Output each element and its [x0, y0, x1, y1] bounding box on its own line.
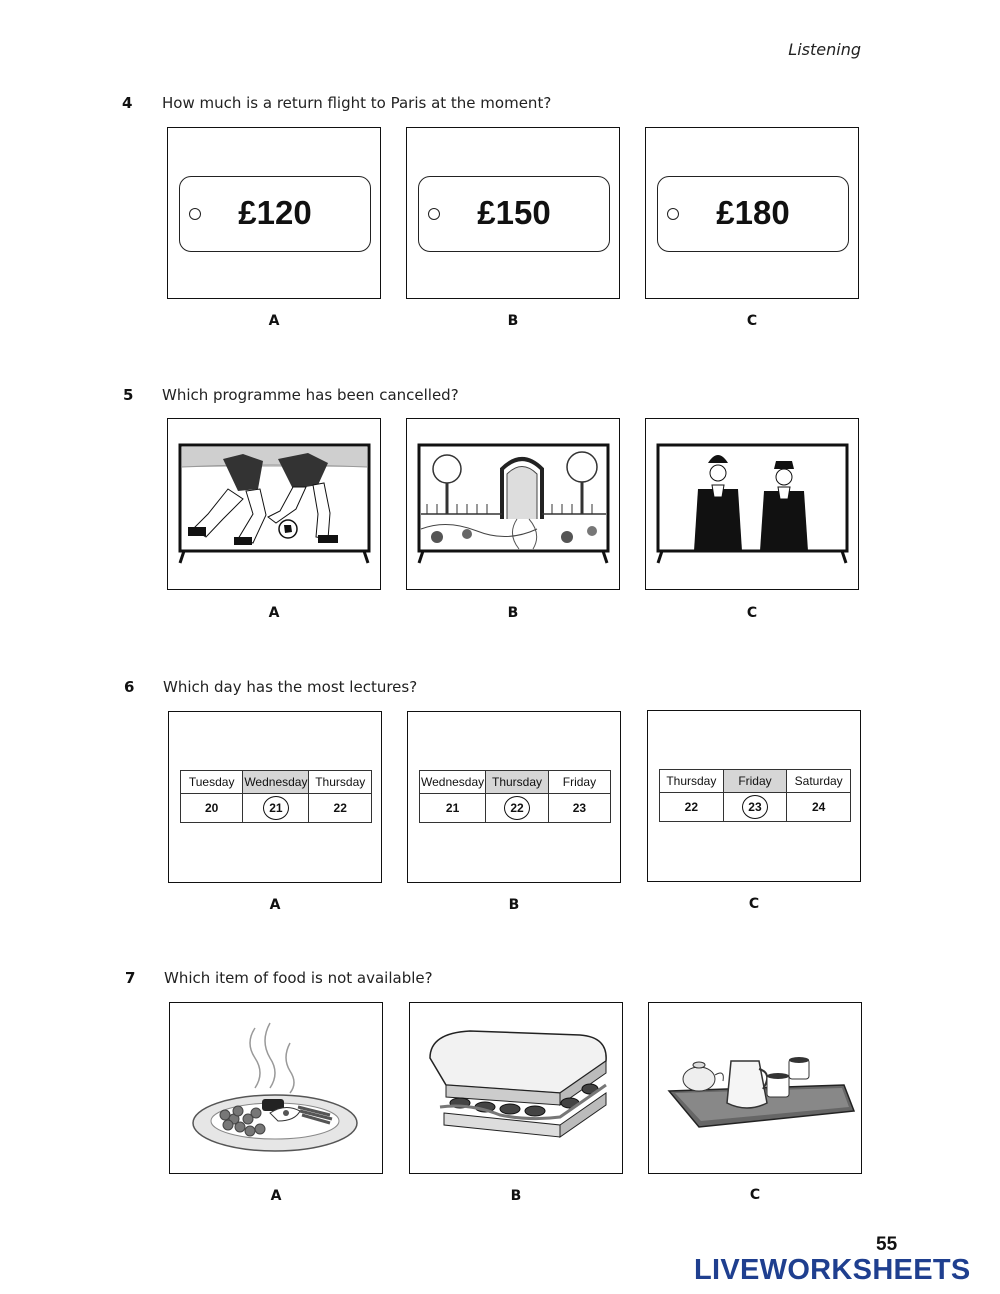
circled-date: 23: [742, 795, 768, 819]
q6-letter-c: C: [748, 896, 760, 912]
day-label: Thursday: [309, 771, 372, 794]
day-label: Friday: [548, 771, 610, 794]
q5-option-c-panel[interactable]: [645, 418, 859, 590]
question-6-number: 6: [124, 678, 135, 696]
q5-letter-b: B: [507, 605, 519, 621]
day-label: Tuesday: [181, 771, 243, 794]
q7-letter-a: A: [270, 1188, 282, 1204]
price-tag: [179, 176, 371, 252]
q7-option-c-panel[interactable]: [648, 1002, 862, 1174]
price-tag: [657, 176, 849, 252]
question-4-number: 4: [122, 94, 133, 112]
date-cell: 22: [660, 793, 724, 822]
day-label: Saturday: [787, 770, 851, 793]
q6-option-a-panel[interactable]: [168, 711, 382, 883]
football-tv-image: [168, 419, 379, 588]
day-label-highlighted: Friday: [723, 770, 787, 793]
date-cell: 21: [420, 794, 486, 823]
section-header: Listening: [788, 40, 861, 59]
circled-date: 21: [263, 796, 289, 820]
day-label-highlighted: Wednesday: [243, 771, 309, 794]
q4-option-a-panel[interactable]: [167, 127, 381, 299]
q4-letter-b: B: [507, 313, 519, 329]
q7-letter-c: C: [749, 1187, 761, 1203]
date-cell: 23: [548, 794, 610, 823]
q4-option-c-panel[interactable]: [645, 127, 859, 299]
price-tag: [418, 176, 610, 252]
q6-letter-b: B: [508, 897, 520, 913]
day-label: Thursday: [660, 770, 724, 793]
calendar-table: [180, 770, 372, 823]
question-5-number: 5: [123, 386, 134, 404]
hot-food-plate-image: [170, 1003, 381, 1172]
q4-letter-c: C: [746, 313, 758, 329]
q5-option-a-panel[interactable]: [167, 418, 381, 590]
tray-drinks-image: [649, 1003, 860, 1172]
calendar-table: [659, 769, 851, 822]
day-label-highlighted: Thursday: [486, 771, 549, 794]
sandwich-image: [410, 1003, 621, 1172]
price-value: £120: [238, 194, 312, 231]
q7-option-b-panel[interactable]: [409, 1002, 623, 1174]
q5-letter-c: C: [746, 605, 758, 621]
q6-option-b-panel[interactable]: [407, 711, 621, 883]
date-cell: 20: [181, 794, 243, 823]
price-value: £150: [477, 194, 551, 231]
q7-letter-b: B: [510, 1188, 522, 1204]
liveworksheets-logo[interactable]: LIVEWORKSHEETS: [694, 1254, 971, 1286]
q6-letter-a: A: [269, 897, 281, 913]
question-7-number: 7: [125, 969, 136, 987]
garden-tv-image: [407, 419, 618, 588]
date-cell: 22: [309, 794, 372, 823]
calendar-table: [419, 770, 611, 823]
q4-letter-a: A: [268, 313, 280, 329]
question-6-text: Which day has the most lectures?: [163, 678, 418, 696]
date-cell: 24: [787, 793, 851, 822]
q6-option-c-panel[interactable]: [647, 710, 861, 882]
day-label: Wednesday: [420, 771, 486, 794]
question-4-text: How much is a return flight to Paris at the moment?: [162, 94, 552, 112]
price-value: £180: [716, 194, 790, 231]
q7-option-a-panel[interactable]: [169, 1002, 383, 1174]
page-number: 55: [876, 1234, 898, 1255]
question-5-text: Which programme has been cancelled?: [162, 386, 459, 404]
q5-letter-a: A: [268, 605, 280, 621]
circled-date: 22: [504, 796, 530, 820]
question-7-text: Which item of food is not available?: [164, 969, 433, 987]
police-tv-image: [646, 419, 857, 588]
q4-option-b-panel[interactable]: [406, 127, 620, 299]
q5-option-b-panel[interactable]: [406, 418, 620, 590]
